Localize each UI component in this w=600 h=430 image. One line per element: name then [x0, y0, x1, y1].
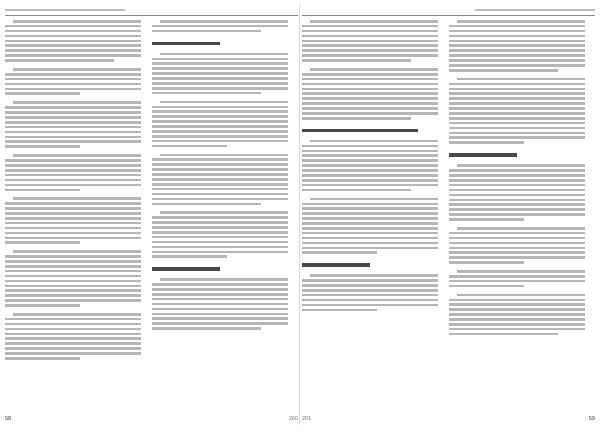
text-line [5, 337, 141, 340]
text-line [5, 299, 141, 302]
text-line [13, 197, 141, 200]
text-line [449, 122, 585, 125]
text-line [13, 154, 141, 157]
text-line [5, 241, 80, 244]
text-line [457, 78, 585, 81]
text-line [152, 188, 288, 191]
text-line [152, 317, 288, 320]
left-page-column-2 [152, 20, 288, 408]
section-heading [302, 129, 438, 137]
text-line [449, 242, 585, 245]
text-line [302, 251, 377, 254]
text-line [13, 250, 141, 253]
text-line [449, 30, 585, 33]
text-line [449, 189, 585, 192]
text-line [5, 35, 141, 38]
text-line [152, 67, 288, 70]
text-line [152, 226, 288, 229]
text-line [5, 328, 141, 331]
text-line [5, 265, 141, 268]
text-line [302, 54, 438, 57]
text-line [152, 255, 227, 258]
text-line [152, 58, 288, 61]
text-line [449, 136, 585, 139]
page-number-right: 261 [302, 416, 312, 422]
text-line [457, 20, 585, 23]
text-line [310, 68, 438, 71]
text-line [5, 88, 141, 91]
text-line [449, 194, 585, 197]
text-line [449, 333, 558, 336]
text-line [302, 107, 438, 110]
text-line [5, 232, 141, 235]
text-line [152, 327, 261, 330]
text-line [310, 140, 438, 143]
text-line [302, 174, 438, 177]
text-line [449, 184, 585, 187]
text-line [152, 173, 288, 176]
text-line [5, 126, 141, 129]
text-line [5, 237, 141, 240]
text-line [152, 62, 288, 65]
paragraph-gap [302, 313, 438, 317]
text-line [152, 251, 288, 254]
text-line [5, 275, 141, 278]
text-line [449, 132, 585, 135]
text-line [5, 44, 141, 47]
text-line [5, 255, 141, 258]
text-line [152, 293, 288, 296]
text-line [302, 159, 438, 162]
left-page-column-1 [5, 20, 141, 408]
text-line [5, 289, 141, 292]
paragraph-gap [152, 260, 288, 264]
text-line [449, 174, 585, 177]
text-line [310, 20, 438, 23]
text-line [5, 136, 141, 139]
text-line [152, 77, 288, 80]
text-line [302, 112, 438, 115]
text-line [449, 256, 585, 259]
text-line [5, 159, 141, 162]
text-line [449, 69, 558, 72]
text-line [5, 140, 141, 143]
text-line [152, 221, 288, 224]
text-line [449, 247, 585, 250]
text-line [5, 49, 141, 52]
text-line [302, 232, 438, 235]
text-line [449, 208, 585, 211]
text-line [302, 35, 438, 38]
text-line [302, 25, 438, 28]
text-line [5, 207, 141, 210]
section-heading [449, 153, 585, 161]
text-line [449, 237, 585, 240]
text-line [152, 288, 288, 291]
running-head-text [475, 9, 595, 11]
text-line [449, 141, 524, 144]
text-line [449, 251, 585, 254]
text-line [302, 83, 438, 86]
text-line [302, 49, 438, 52]
text-line [302, 294, 438, 297]
text-line [152, 30, 261, 33]
text-line [310, 198, 438, 201]
text-line [302, 222, 438, 225]
text-line [449, 40, 585, 43]
text-line [449, 49, 585, 52]
text-line [160, 211, 288, 214]
text-line [302, 73, 438, 76]
text-line [5, 54, 141, 57]
text-line [302, 247, 438, 250]
paragraph-gap [302, 122, 438, 126]
text-line [152, 72, 288, 75]
text-line [13, 313, 141, 316]
text-line [449, 127, 585, 130]
text-line [449, 261, 524, 264]
text-line [302, 88, 438, 91]
text-line [449, 59, 585, 62]
text-line [449, 44, 585, 47]
text-line [302, 102, 438, 105]
text-line [152, 203, 261, 206]
text-line [449, 83, 585, 86]
text-line [302, 289, 438, 292]
left-page [5, 5, 298, 425]
text-line [449, 303, 585, 306]
text-line [5, 318, 141, 321]
text-line [457, 164, 585, 167]
text-line [302, 309, 377, 312]
text-line [302, 44, 438, 47]
paragraph-gap [449, 146, 585, 150]
paragraph-gap [449, 338, 585, 342]
text-line [449, 199, 585, 202]
text-line [5, 121, 141, 124]
text-line [152, 322, 288, 325]
text-line [302, 284, 438, 287]
text-line [5, 174, 141, 177]
text-line [449, 308, 585, 311]
text-line [449, 112, 585, 115]
text-line [5, 270, 141, 273]
running-head-right [475, 7, 595, 13]
text-line [449, 92, 585, 95]
text-line [152, 130, 288, 133]
text-line [152, 241, 288, 244]
header-rule [5, 15, 298, 16]
text-line [302, 212, 438, 215]
text-line [5, 169, 141, 172]
text-line [160, 53, 288, 56]
folio-left: 58 [5, 416, 12, 422]
text-line [302, 207, 438, 210]
text-line [302, 150, 438, 153]
text-line [449, 25, 585, 28]
text-line [152, 198, 288, 201]
text-line [152, 110, 288, 113]
text-line [13, 101, 141, 104]
text-line [5, 184, 141, 187]
text-line [152, 82, 288, 85]
text-line [449, 275, 585, 278]
text-line [449, 179, 585, 182]
text-line [449, 35, 585, 38]
text-line [457, 227, 585, 230]
text-line [152, 193, 288, 196]
right-page [302, 5, 595, 425]
text-line [449, 328, 585, 331]
text-line [5, 357, 80, 360]
text-line [5, 59, 114, 62]
section-heading [152, 42, 288, 50]
text-line [449, 117, 585, 120]
text-line [5, 25, 141, 28]
text-line [302, 59, 411, 62]
text-line [302, 242, 438, 245]
text-line [5, 111, 141, 114]
text-line [152, 135, 288, 138]
text-line [152, 92, 261, 95]
text-line [449, 97, 585, 100]
text-line [449, 54, 585, 57]
text-line [5, 285, 141, 288]
folio-right: 59 [588, 416, 595, 422]
text-line [160, 101, 288, 104]
text-line [449, 107, 585, 110]
text-line [302, 169, 438, 172]
text-line [302, 184, 438, 187]
text-line [449, 280, 585, 283]
text-line [302, 227, 438, 230]
text-line [152, 308, 288, 311]
running-head-text [5, 9, 125, 11]
running-head-left [5, 7, 125, 13]
text-line [5, 280, 141, 283]
text-line [5, 145, 80, 148]
text-line [152, 158, 288, 161]
text-line [152, 145, 227, 148]
text-line [152, 140, 288, 143]
section-heading [302, 263, 438, 271]
text-line [152, 115, 288, 118]
text-line [457, 270, 585, 273]
page-number-left: 260 [288, 416, 298, 422]
text-line [152, 303, 288, 306]
text-line [5, 323, 141, 326]
text-line [152, 178, 288, 181]
text-line [5, 222, 141, 225]
text-line [5, 333, 141, 336]
text-line [5, 217, 141, 220]
text-line [152, 168, 288, 171]
text-line [13, 68, 141, 71]
text-line [152, 163, 288, 166]
text-line [449, 218, 524, 221]
header-rule [302, 15, 595, 16]
text-line [457, 294, 585, 297]
text-line [449, 203, 585, 206]
text-line [160, 20, 288, 23]
paragraph-gap [5, 362, 141, 366]
text-line [302, 92, 438, 95]
right-page-column-2 [449, 20, 585, 408]
text-line [449, 313, 585, 316]
text-line [5, 106, 141, 109]
text-line [152, 283, 288, 286]
text-line [302, 189, 411, 192]
text-line [5, 164, 141, 167]
text-line [160, 154, 288, 157]
text-line [449, 299, 585, 302]
text-line [5, 116, 141, 119]
text-line [449, 232, 585, 235]
text-line [5, 342, 141, 345]
text-line [152, 25, 288, 28]
text-line [152, 313, 288, 316]
text-line [152, 236, 288, 239]
text-line [152, 183, 288, 186]
text-line [302, 237, 438, 240]
paragraph-gap [152, 332, 288, 336]
text-line [5, 131, 141, 134]
text-line [302, 40, 438, 43]
text-line [5, 260, 141, 263]
text-line [5, 347, 141, 350]
text-line [5, 40, 141, 43]
text-line [152, 87, 288, 90]
text-line [302, 304, 438, 307]
text-line [160, 278, 288, 281]
text-line [5, 30, 141, 33]
text-line [302, 154, 438, 157]
text-line [449, 318, 585, 321]
text-line [449, 323, 585, 326]
text-line [5, 294, 141, 297]
text-line [13, 20, 141, 23]
text-line [449, 88, 585, 91]
text-line [302, 179, 438, 182]
text-line [5, 73, 141, 76]
text-line [449, 213, 585, 216]
text-line [152, 231, 288, 234]
text-line [302, 117, 411, 120]
text-line [302, 279, 438, 282]
text-line [302, 145, 438, 148]
text-line [5, 304, 80, 307]
text-line [302, 164, 438, 167]
text-line [5, 83, 141, 86]
text-line [302, 97, 438, 100]
text-line [5, 92, 80, 95]
text-line [5, 352, 141, 355]
text-line [302, 78, 438, 81]
text-line [5, 212, 141, 215]
text-line [310, 274, 438, 277]
text-line [449, 285, 524, 288]
text-line [152, 125, 288, 128]
text-line [302, 299, 438, 302]
text-line [449, 169, 585, 172]
text-line [5, 78, 141, 81]
paragraph-gap [152, 35, 288, 39]
text-line [152, 298, 288, 301]
text-line [152, 106, 288, 109]
text-line [449, 102, 585, 105]
text-line [5, 227, 141, 230]
text-line [5, 202, 141, 205]
text-line [152, 246, 288, 249]
text-line [152, 216, 288, 219]
section-heading [152, 267, 288, 275]
text-line [302, 30, 438, 33]
text-line [302, 217, 438, 220]
text-line [5, 179, 141, 182]
text-line [5, 189, 80, 192]
text-line [152, 120, 288, 123]
page-gutter [299, 5, 300, 425]
text-line [302, 203, 438, 206]
paragraph-gap [302, 256, 438, 260]
right-page-column-1 [302, 20, 438, 408]
text-line [449, 64, 585, 67]
